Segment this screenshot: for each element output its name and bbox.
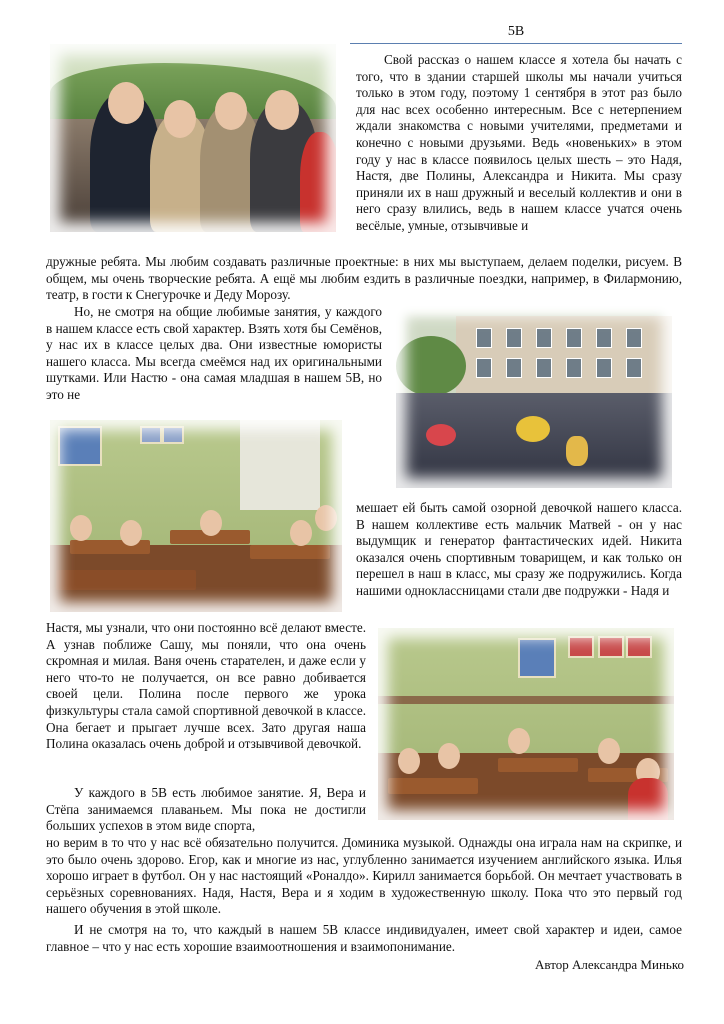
paragraph-characters: Но, не смотря на общие любимые занятия, у каждого в нашем классе есть свой характер. Взять хотя бы Семёнов, у нас их в классе целых два. Они известные юмористы нашего класса. Мы всегда смеёмся над их оригинальными шутками. Или Настю - она самая младшая в нашем 5В, но это не [46,304,382,402]
paragraph-creative: дружные ребята. Мы любим создавать различные проектные: в них мы выступаем, делаем поделки, рисуем. В общем, мы очень творческие ребята. А ещё мы любим ездить в различные поездки, например, в Филармонию, театр, в гости к Снегурочке и Деду Морозу. [46,254,682,303]
paragraph-nastya: Настя, мы узнали, что они постоянно всё делают вместе. А узнав поближе Сашу, мы поняли, что она очень скромная и милая. Ваня очень старателен, и даже если у него что-то не получается, он все равно добивается своей цели. Полина после первого же урока физкультуры стала самой спортивной девочкой в классе. Она бегает и прыгает лучше всех. Зато другая наша Полина оказалась очень доброй и отзывчивой девочкой. [46,620,366,752]
paragraph-intro: Свой рассказ о нашем классе я хотела бы начать с того, что в здании старшей школы мы начали учиться только в этом году, поэтому 1 сентября в этот раз было для нас всех особенно интересным. Все с нетерпением ждали знакомства с новыми учителями, предметами и конечно с новыми друзьями. Ведь «новеньких» в этом году у нас в классе появилось целых шесть – это Надя, Настя, две Полины, Александра и Никита. Мы сразу приняли их в наш дружный и веселый коллектив и они в него сразу влились, ведь в нашем классе учатся очень весёлые, умные, отзывчивые и [356,52,682,233]
photo-girls-portrait [50,44,336,232]
page-header [350,24,682,44]
paragraph-hobbies: У каждого в 5В есть любимое занятие. Я, Вера и Стёпа занимаемся плаваньем. Мы пока не достигли больших успехов в этом виде спорта, [46,785,366,834]
photo-classroom-right [378,628,674,820]
photo-classroom-left [50,420,342,612]
class-label: 5В [507,24,525,39]
paragraph-conclusion: И не смотря на то, что каждый в нашем 5В классе индивидуален, имеет свой характер и идеи, самое главное – что у нас есть хорошие взаимоотношения и взаимопонимание. [46,922,682,954]
paragraph-hobbies-continued: но верим в то что у нас всё обязательно получится. Доминика музыкой. Однажды она играла нам на скрипке, и это было очень здорово. Егор, как и многие из нас, углубленно занимается изучением английского языка. Илья хорошо играет в футбол. Он у нас настоящий «Роналдо». Кирилл занимается борьбой. Он мечтает участвовать в серьёзных соревнованиях. Надя, Настя, Вера и я ходим в художественную школу. Пока что это первый год нашего обучения в этой школе. [46,835,682,917]
photo-school-yard [396,306,672,488]
author-signature: Автор Александра Минько [535,957,684,972]
paragraph-matvey: мешает ей быть самой озорной девочкой нашего класса. В нашем коллективе есть мальчик Матвей - он у нас выдумщик и генератор фантастических идей. Никита оказался очень спортивным товарищем, и как только он перешел в наш в класс, мы сразу же подружились. Когда нашими одноклассницами стали две подружки - Надя и [356,500,682,598]
